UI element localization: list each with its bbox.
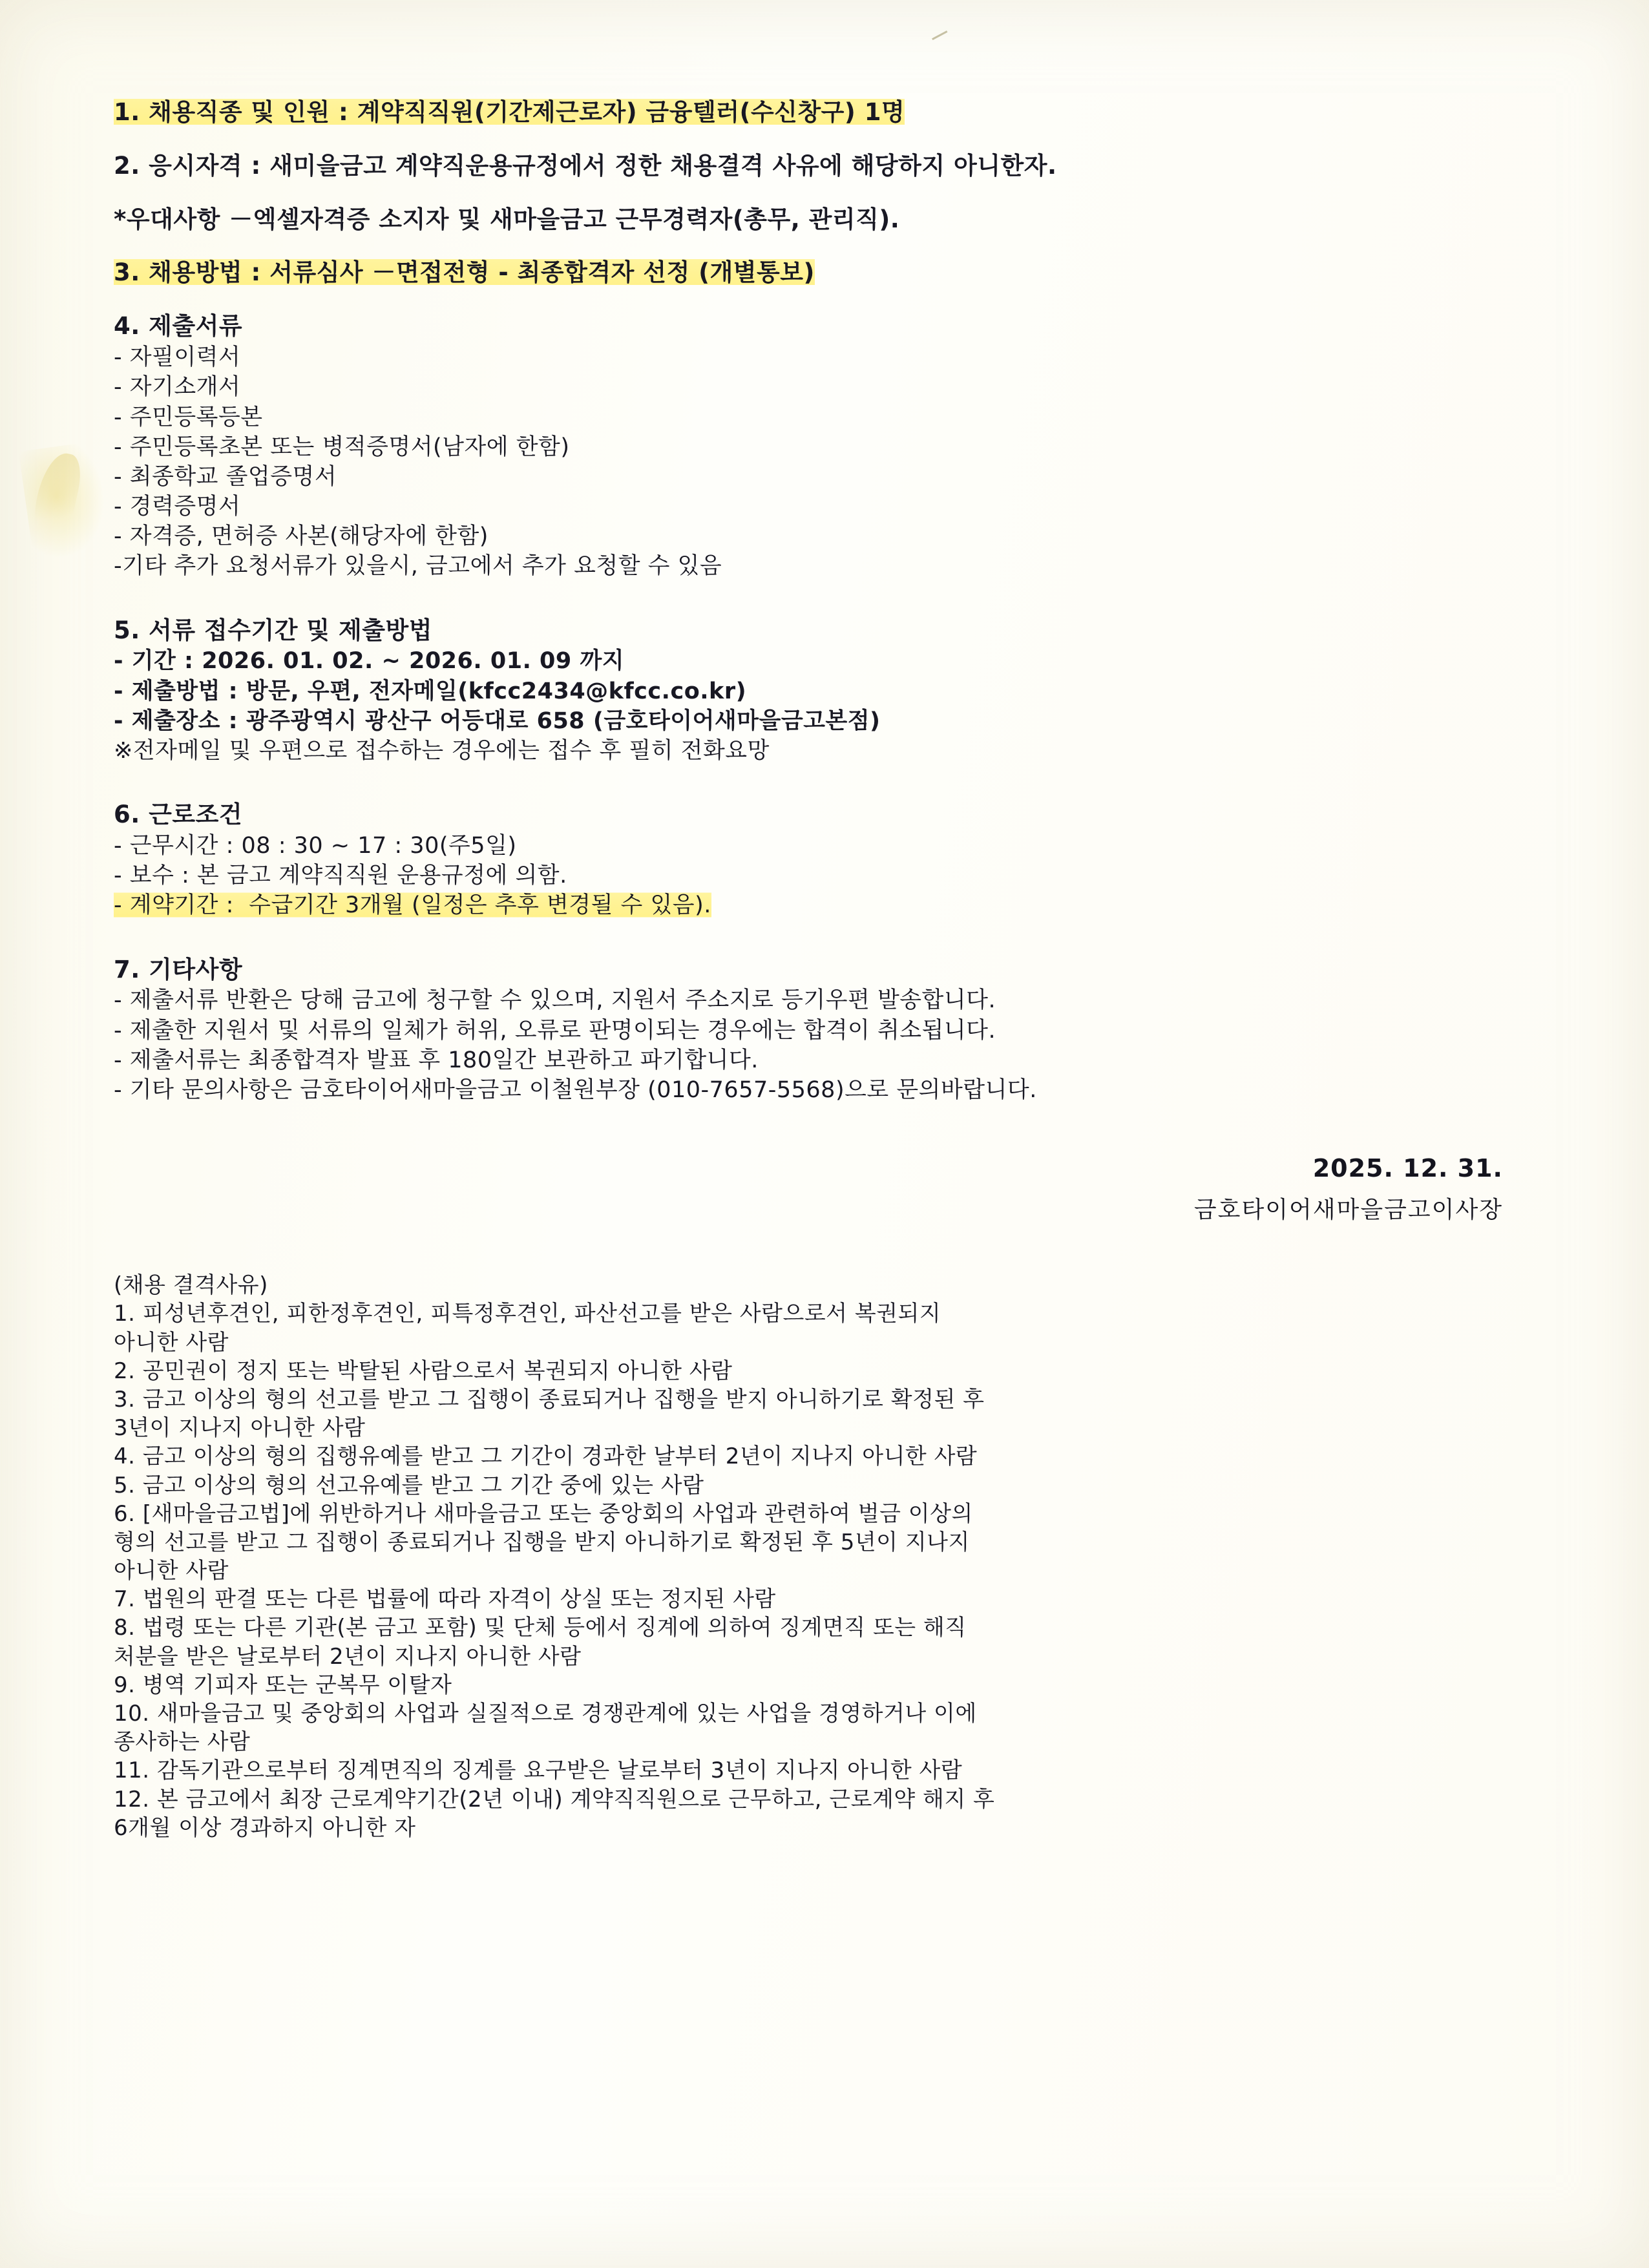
appendix-item: 5. 금고 이상의 형의 선고유예를 받고 그 기간 중에 있는 사람: [114, 1472, 704, 1498]
list-item: - 자기소개서: [114, 374, 241, 401]
salary: - 보수 : 본 금고 계약직직원 운용규정에 의함.: [114, 863, 567, 889]
appendix-item: 12. 본 금고에서 최장 근로계약기간(2년 이내) 계약직직원으로 근무하고, 근로계약 해지 후: [114, 1786, 995, 1812]
list-item: - 주민등록초본 또는 병적증명서(남자에 한함): [114, 434, 570, 460]
list-item: - 자격증, 면허증 사본(해당자에 한함): [114, 523, 488, 550]
appendix-item: 7. 법원의 판결 또는 다른 법률에 따라 자격이 상실 또는 정지된 사람: [114, 1586, 776, 1613]
list-item: - 주민등록등본: [114, 404, 263, 430]
appendix-item-cont: 아니한 사람: [114, 1329, 229, 1356]
other-item-contact: - 기타 문의사항은 금호타이어새마을금고 이철원부장 (010-7657-5568)으로 문의바랍니다.: [114, 1077, 1037, 1103]
section-4-heading: 4. 제출서류: [114, 312, 243, 341]
signature-block: [114, 1154, 1542, 1224]
appendix-item-cont: 6개월 이상 경과하지 아니한 자: [114, 1814, 416, 1841]
list-item: - 최종학교 졸업증명서: [114, 463, 337, 490]
other-item: - 제출서류는 최종합격자 발표 후 180일간 보관하고 파기합니다.: [114, 1047, 759, 1073]
appendix-item-cont: 처분을 받은 날로부터 2년이 지나지 아니한 사람: [114, 1643, 582, 1670]
submission-place: - 제출장소 : 광주광역시 광산구 어등대로 658 (금호타이어새마을금고본점): [114, 708, 881, 734]
contract-period-text: - 계약기간 : 수급기간 3개월 (일정은 추후 변경될 수 있음).: [114, 892, 711, 919]
section-2-heading: 2. 응시자격 : 새미을금고 계약직운용규정에서 정한 채용결격 사유에 해당하지 아니한자.: [114, 151, 1057, 180]
appendix-item: 9. 병역 기피자 또는 군복무 이탈자: [114, 1672, 452, 1698]
contract-period: [114, 890, 1542, 920]
issuer-name: 금호타이어새마을금고이사장: [1193, 1197, 1503, 1224]
appendix-block: [114, 1271, 1542, 1842]
section-5-heading: 5. 서류 접수기간 및 제출방법: [114, 616, 432, 644]
appendix-item: 10. 새마을금고 및 중앙회의 사업과 실질적으로 경쟁관계에 있는 사업을 경영하거나 이에: [114, 1701, 977, 1727]
appendix-item-cont: 종사하는 사람: [114, 1729, 251, 1756]
preferential-note: *우대사항 －엑셀자격증 소지자 및 새마을금고 근무경력자(총무, 관리직).: [114, 205, 900, 233]
document-body: [114, 97, 1542, 1842]
work-hours: - 근무시간 : 08 : 30 ~ 17 : 30(주5일): [114, 833, 517, 859]
appendix-item: 4. 금고 이상의 형의 집행유예를 받고 그 기간이 경과한 날부터 2년이 지나지 아니한 사람: [114, 1444, 978, 1470]
appendix-item: 8. 법령 또는 다른 기관(본 금고 포함) 및 단체 등에서 징계에 의하여 징계면직 또는 해직: [114, 1615, 967, 1641]
section-1-heading-text: 1. 채용직종 및 인원 : 계약직직원(기간제근로자) 금융텔러(수신창구) 1명: [114, 98, 905, 126]
appendix-item: 11. 감독기관으로부터 징계면직의 징계를 요구받은 날로부터 3년이 지나지 아니한 사람: [114, 1758, 963, 1784]
appendix-item: 3. 금고 이상의 형의 선고를 받고 그 집행이 종료되거나 집행을 받지 아니하기로 확정된 후: [114, 1386, 985, 1412]
appendix-item: 2. 공민권이 정지 또는 박탈된 사람으로서 복권되지 아니한 사람: [114, 1358, 733, 1384]
appendix-item: 6. [새마을금고법]에 위반하거나 새마을금고 또는 중앙회의 사업과 관련하여 벌금 이상의: [114, 1500, 973, 1527]
other-item: - 제출한 지원서 및 서류의 일체가 허위, 오류로 판명이되는 경우에는 합격이 취소됩니다.: [114, 1017, 996, 1044]
appendix-item: 1. 피성년후견인, 피한정후견인, 피특정후견인, 파산선고를 받은 사람으로서 복권되지: [114, 1301, 941, 1327]
scan-artifact-mark: [928, 23, 948, 40]
submission-notice: ※전자메일 및 우편으로 접수하는 경우에는 접수 후 필히 전화요망: [114, 738, 770, 764]
section-3-heading-text: 3. 채용방법 : 서류심사 －면접전형 - 최종합격자 선정 (개별통보): [114, 258, 815, 287]
appendix-item-cont: 3년이 지나지 아니한 사람: [114, 1415, 366, 1442]
appendix-title: (채용 결격사유): [114, 1272, 268, 1299]
issue-date: 2025. 12. 31.: [1312, 1154, 1503, 1183]
appendix-item-cont: 형의 선고를 받고 그 집행이 종료되거나 집행을 받지 아니하기로 확정된 후 5년이 지나지: [114, 1529, 970, 1555]
list-item: -기타 추가 요청서류가 있을시, 금고에서 추가 요청할 수 있음: [114, 553, 722, 580]
section-1-heading: [114, 97, 1542, 129]
section-6-heading: 6. 근로조건: [114, 801, 243, 829]
appendix-item-cont: 아니한 사람: [114, 1558, 229, 1584]
application-period: - 기간 : 2026. 01. 02. ~ 2026. 01. 09 까지: [114, 648, 625, 675]
submission-method: - 제출방법 : 방문, 우편, 전자메일(kfcc2434@kfcc.co.kr): [114, 678, 747, 704]
section-7-heading: 7. 기타사항: [114, 955, 243, 983]
other-item: - 제출서류 반환은 당해 금고에 청구할 수 있으며, 지원서 주소지로 등기우편 발송합니다.: [114, 987, 996, 1014]
section-3-heading: [114, 257, 1542, 289]
list-item: - 자필이력서: [114, 344, 241, 371]
list-item: - 경력증명서: [114, 494, 241, 520]
